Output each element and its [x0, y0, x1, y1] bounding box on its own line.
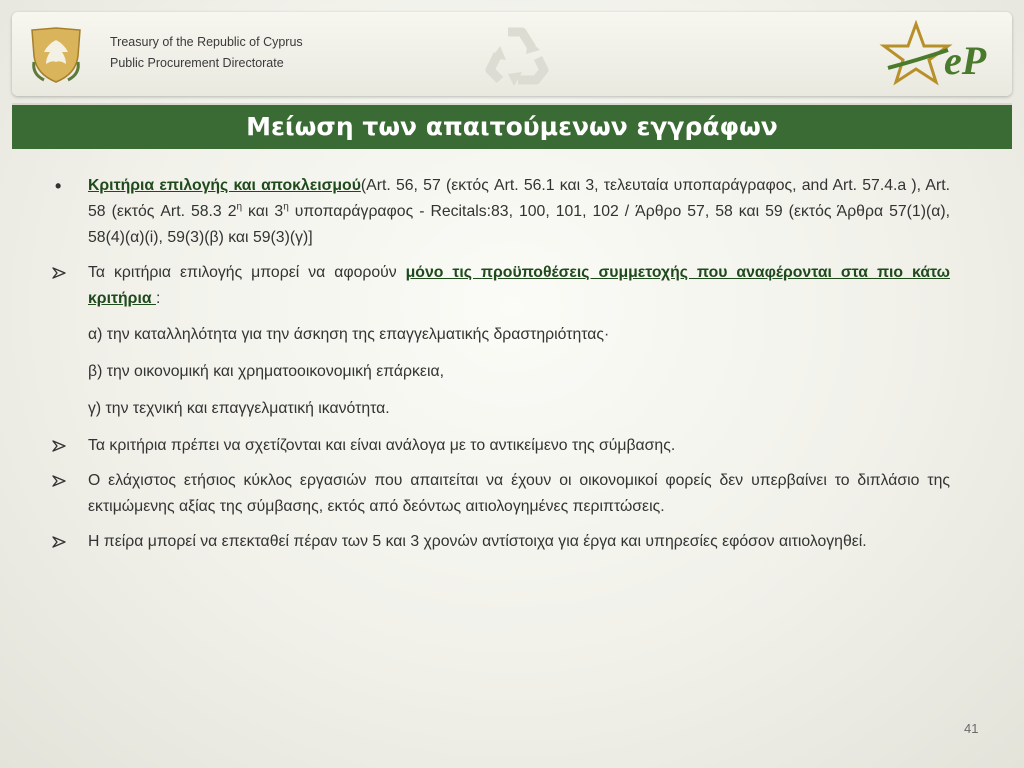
- arrow-item-selection-criteria: [52, 260, 950, 312]
- sub-item-gamma: γ) την τεχνική και επαγγελματική ικανότητα.: [88, 400, 390, 417]
- bullet-item-criteria: [52, 173, 950, 251]
- selection-criteria-tail: :: [155, 290, 161, 307]
- slide-header: [12, 12, 1012, 96]
- selection-criteria-text: Τα κριτήρια επιλογής μπορεί να αφορούν: [88, 264, 406, 281]
- organization-name: [110, 32, 303, 74]
- arrow-bullet-icon: [52, 468, 80, 487]
- cyprus-coat-of-arms-icon: [24, 22, 88, 86]
- superscript-2: η: [283, 201, 289, 213]
- arrow-item-experience: [52, 529, 950, 555]
- slide-title: Μείωση των απαιτούμενων εγγράφων: [246, 112, 778, 141]
- selection-criteria-emphasis: μόνο τις προϋποθέσεις συμμετοχής που αναφέρονται στα πιο κάτω κριτήρια: [88, 264, 950, 307]
- arrow-bullet-icon: [52, 433, 80, 452]
- criteria-text-b: και 3: [242, 203, 284, 220]
- criteria-heading: Κριτήρια επιλογής και αποκλεισμού: [88, 177, 361, 194]
- experience-text: Η πείρα μπορεί να επεκταθεί πέραν των 5 και 3 χρονών αντίστοιχα για έργα και υπηρεσίες εφόσον αιτιολογηθεί.: [88, 533, 867, 550]
- proportionate-text: Τα κριτήρια πρέπει να σχετίζονται και είναι ανάλογα με το αντικείμενο της σύμβασης.: [88, 437, 676, 454]
- sub-item-beta: β) την οικονομική και χρηματοοικονομική επάρκεια,: [88, 363, 445, 380]
- page-number: 41: [964, 721, 979, 736]
- ep-logo-icon: [878, 20, 1008, 90]
- arrow-item-proportionate: [52, 433, 950, 459]
- slide-content: [52, 173, 950, 564]
- recycle-watermark-icon: [478, 18, 558, 90]
- criteria-text-a: (Art. 56, 57 (εκτός Art. 56.1 και 3, τελευταία υποπαράγραφος, and Art. 57.4.a ), Art. 58 (εκτός Art. 58.3 2: [88, 177, 951, 220]
- sub-item-alpha: α) την καταλληλότητα για την άσκηση της επαγγελματικής δραστηριότητας·: [88, 326, 610, 343]
- superscript-1: η: [236, 201, 243, 213]
- title-bar: [12, 103, 1012, 149]
- arrow-bullet-icon: [52, 260, 80, 279]
- arrow-bullet-icon: [52, 529, 80, 548]
- ep-logo-text: eP: [944, 38, 987, 83]
- org-line-1: Treasury of the Republic of Cyprus: [110, 35, 303, 49]
- bullet-dot-icon: •: [55, 176, 62, 196]
- org-line-2: Public Procurement Directorate: [110, 56, 284, 70]
- arrow-item-turnover: [52, 468, 950, 520]
- turnover-text: Ο ελάχιστος ετήσιος κύκλος εργασιών που απαιτείται να έχουν οι οικονομικοί φορείς δεν υπερβαίνει το διπλάσιο της εκτιμώμενης αξίας της σύμβασης, εκτός από δεόντως αιτιολογημένες περιπτώσεις.: [88, 472, 950, 515]
- criteria-text-c: υποπαράγραφος - Recitals:83, 100, 101, 102 / Άρθρο 57, 58 και 59 (εκτός Άρθρα 57(1)(α), 58(4)(α)(i), 59(3)(β) και 59(3)(γ)]: [88, 203, 950, 246]
